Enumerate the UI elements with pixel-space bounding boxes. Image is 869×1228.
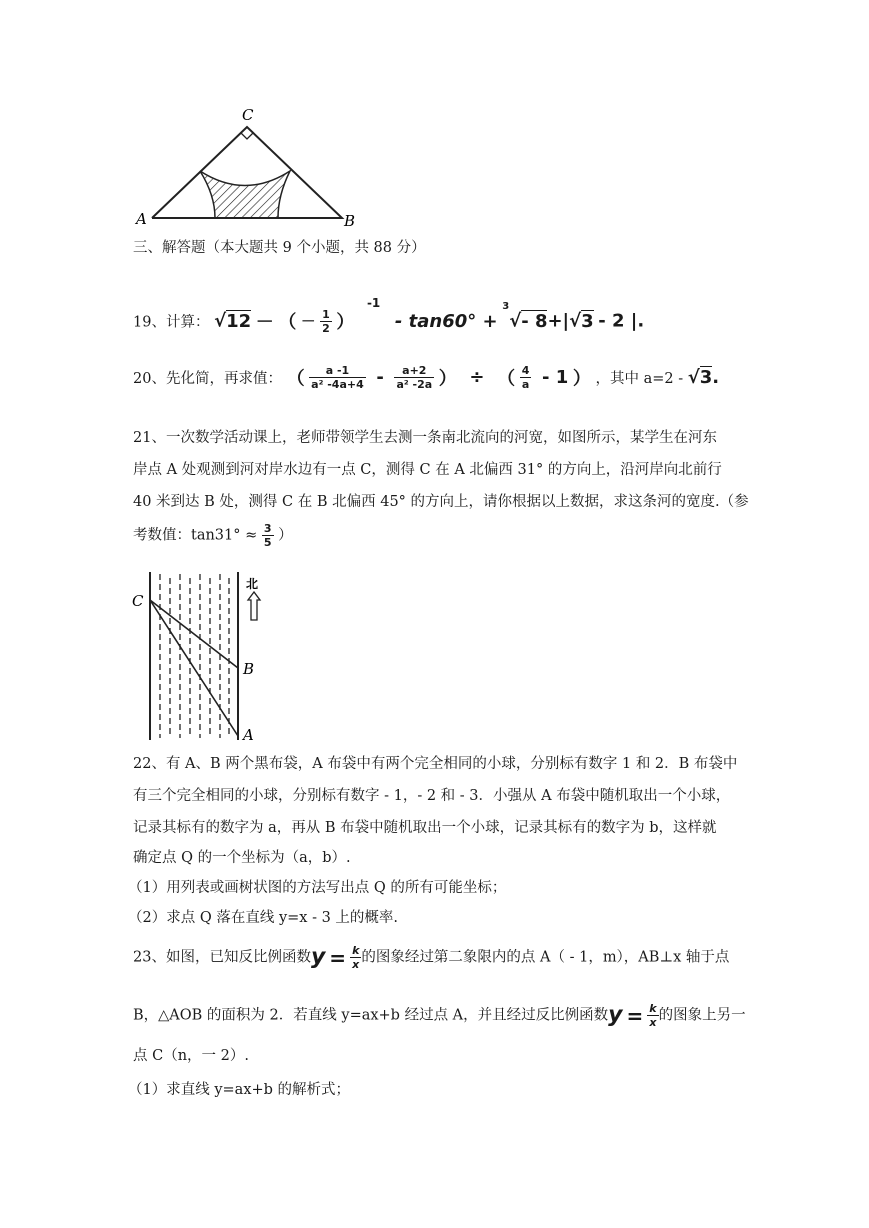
q21-line1: 21、一次数学活动课上，老师带领学生去测一条南北流向的河宽，如图所示，某学生在河东 bbox=[133, 430, 717, 446]
q19-paren-open: （ bbox=[278, 312, 297, 333]
q20-paren-close-2: ） bbox=[572, 368, 591, 390]
eq-sign: = bbox=[329, 945, 347, 970]
sqrt-12: √12 bbox=[214, 310, 252, 332]
exponent-neg-1: -1 bbox=[366, 296, 381, 310]
fraction-k-over-x: $\frac{k}{x}$ bbox=[352, 944, 360, 971]
q19-minus: － bbox=[255, 312, 274, 333]
north-arrow-icon bbox=[248, 592, 260, 620]
q23-suffix: 的图象经过第二象限内的点 A（ - 1，m），AB⊥x 轴于点 bbox=[361, 949, 730, 966]
q22-sub2: （2）求点 Q 落在直线 y=x - 3 上的概率. bbox=[128, 910, 399, 926]
question-19 bbox=[133, 296, 645, 335]
q23-prefix: 23、如图，已知反比例函数 bbox=[133, 949, 311, 966]
q22-line4: 确定点 Q 的一个坐标为（a，b）. bbox=[133, 850, 351, 866]
sqrt-3: √3 bbox=[569, 310, 594, 332]
section-heading: 三、解答题（本大题共 9 个小题，共 88 分） bbox=[133, 240, 426, 256]
cube-root-index: 3 bbox=[502, 301, 510, 312]
label-a: A bbox=[136, 210, 147, 228]
tan60: - tan60° + bbox=[394, 310, 498, 332]
fraction-1: $\frac{a -1}{\text{a² -4a+4}}$ bbox=[311, 364, 364, 391]
q23-line1 bbox=[133, 944, 729, 978]
fraction-three-fifths: $\frac{3}{5}$ bbox=[263, 522, 272, 549]
y-var: y bbox=[310, 944, 326, 970]
q19-prefix: 19、计算： bbox=[133, 314, 210, 331]
question-20 bbox=[133, 364, 719, 400]
label-c: C bbox=[242, 106, 254, 124]
river-figure bbox=[130, 568, 270, 748]
q19-paren-close: ） bbox=[336, 312, 355, 333]
q21-line4 bbox=[133, 522, 293, 554]
q20-end: . bbox=[712, 367, 720, 388]
q20-sqrt3: √3 bbox=[687, 367, 713, 388]
q21-ref-prefix: 考数值：tan31° ≈ bbox=[133, 527, 258, 544]
q22-line3: 记录其标有的数字为 a，再从 B 布袋中随机取出一个小球，记录其标有的数字为 b，这样就 bbox=[133, 820, 717, 836]
right-angle-mark bbox=[241, 133, 253, 139]
q20-paren-open: （ bbox=[286, 368, 305, 390]
label-b: B bbox=[243, 660, 255, 678]
line-ca bbox=[150, 600, 238, 736]
line-cb bbox=[150, 600, 238, 668]
water-dashes bbox=[160, 574, 229, 738]
q23-sub1: （1）求直线 y=ax+b 的解析式； bbox=[128, 1082, 351, 1098]
q22-sub1: （1）用列表或画树状图的方法写出点 Q 的所有可能坐标； bbox=[128, 880, 507, 896]
q20-minus: - bbox=[376, 367, 384, 388]
label-b: B bbox=[344, 212, 356, 230]
fraction-one-half: $\frac{1}{2}$ bbox=[322, 307, 330, 335]
q20-div: ÷ bbox=[469, 367, 485, 388]
q21-ref-suffix: ） bbox=[278, 527, 293, 544]
q23-line2 bbox=[133, 1002, 746, 1036]
q23-line2-prefix: B，△AOB 的面积为 2．若直线 y=ax+b 经过点 A，并且经过反比例函数 bbox=[133, 1007, 609, 1024]
north-label: 北 bbox=[246, 577, 259, 591]
y-var-2: y bbox=[608, 1002, 623, 1028]
fraction-2: $\frac{a+2}{\text{a² -2a}}$ bbox=[396, 364, 433, 391]
minus-one: - 1 bbox=[541, 367, 569, 388]
eq-sign-2: = bbox=[626, 1003, 644, 1028]
label-a: A bbox=[243, 726, 254, 744]
q22-line1: 22、有 A、B 两个黑布袋，A 布袋中有两个完全相同的小球，分别标有数字 1 和 2．B 布袋中 bbox=[133, 756, 738, 772]
q21-line2: 岸点 A 处观测到河对岸水边有一点 C，测得 C 在 A 北偏西 31° 的方向上，沿河岸向北前行 bbox=[133, 462, 722, 478]
q23-line2-suffix: 的图象上另一 bbox=[658, 1007, 746, 1024]
fraction-3: $\frac{4}{a}$ bbox=[521, 364, 530, 391]
q20-paren-close: ） bbox=[438, 368, 457, 390]
q22-line2: 有三个完全相同的小球，分别标有数字 - 1，- 2 和 - 3．小强从 A 布袋中随机取出一个小球， bbox=[133, 788, 731, 804]
cube-root-minus-8: √- 8 bbox=[509, 310, 548, 332]
q20-prefix: 20、先化简，再求值： bbox=[133, 371, 282, 387]
q19-neg: － bbox=[300, 314, 316, 331]
q20-suffix: ，其中 a=2 - bbox=[595, 371, 684, 387]
q20-paren-open-2: （ bbox=[497, 368, 516, 390]
triangle-figure bbox=[130, 100, 370, 230]
abs-close: - 2 |. bbox=[598, 310, 645, 332]
q21-line3: 40 米到达 B 处，测得 C 在 B 北偏西 45° 的方向上，请你根据以上数据，求这条河的宽度.（参 bbox=[133, 494, 749, 510]
shaded-region bbox=[200, 171, 290, 218]
fraction-k-over-x-2: $\frac{k}{x}$ bbox=[649, 1002, 657, 1029]
abs-open: +| bbox=[547, 310, 570, 332]
label-c: C bbox=[132, 592, 144, 610]
q23-line3: 点 C（n，一 2）. bbox=[133, 1048, 249, 1064]
